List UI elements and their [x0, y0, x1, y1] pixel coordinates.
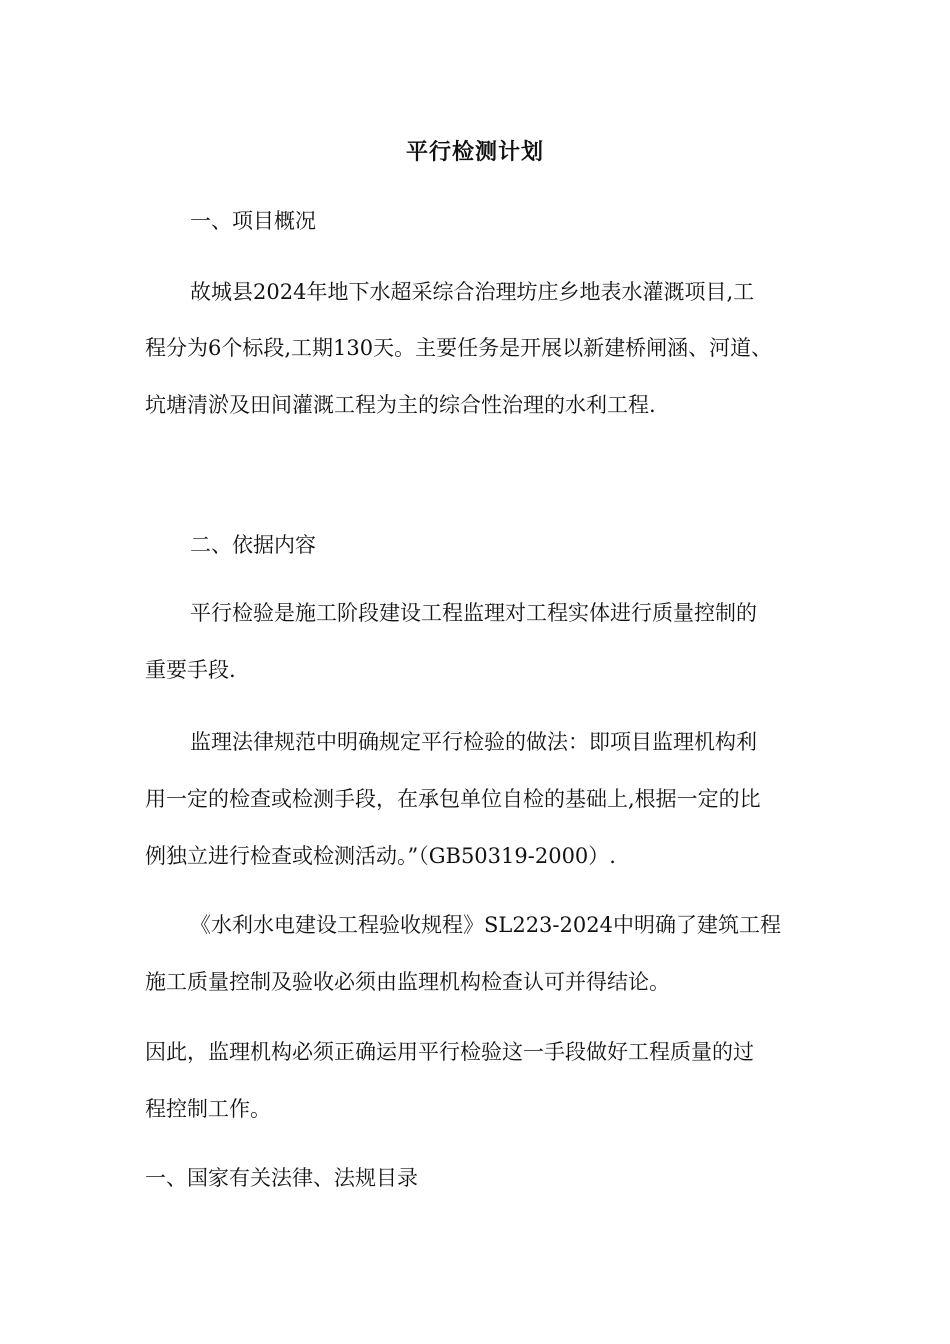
paragraph-line: 监理法律规范中明确规定平行检验的做法：即项目监理机构利 [190, 730, 757, 754]
paragraph-line: 重要手段. [145, 658, 236, 682]
section-heading-laws: 一、国家有关法律、法规目录 [145, 1166, 418, 1190]
paragraph-line: 施工质量控制及验收必须由监理机构检查认可并得结论。 [145, 970, 670, 994]
paragraph-line: 例独立进行检查或检测活动。”（GB50319-2000）. [145, 844, 616, 868]
paragraph-line: 故城县2024年地下水超采综合治理坊庄乡地表水灌溉项目,工 [190, 280, 755, 304]
section-heading-basis: 二、依据内容 [190, 533, 316, 557]
paragraph-line: 坑塘清淤及田间灌溉工程为主的综合性治理的水利工程. [145, 393, 656, 417]
paragraph-line: 《水利水电建设工程验收规程》SL223-2024中明确了建筑工程 [190, 913, 781, 937]
paragraph-line: 程分为6个标段,工期130天。主要任务是开展以新建桥闸涵、河道、 [145, 336, 773, 360]
section-heading-project-overview: 一、项目概况 [190, 209, 316, 233]
paragraph-line: 用一定的检查或检测手段，在承包单位自检的基础上,根据一定的比 [145, 787, 761, 811]
paragraph-line: 平行检验是施工阶段建设工程监理对工程实体进行质量控制的 [190, 601, 757, 625]
document-title: 平行检测计划 [405, 139, 544, 165]
paragraph-line: 程控制工作。 [145, 1097, 271, 1121]
paragraph-line: 因此，监理机构必须正确运用平行检验这一手段做好工程质量的过 [145, 1040, 754, 1064]
